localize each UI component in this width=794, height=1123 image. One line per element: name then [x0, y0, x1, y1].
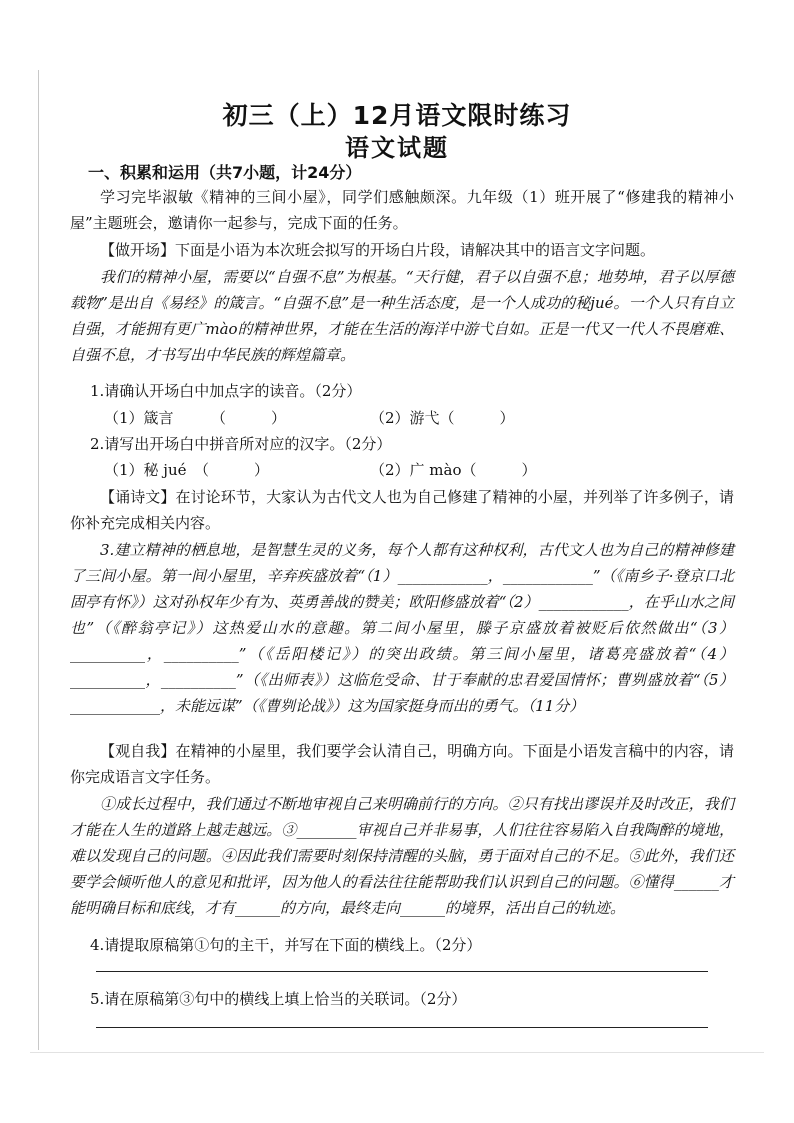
guanziwo-passage: ①成长过程中，我们通过不断地审视自己来明确前行的方向。②只有找出谬误并及时改正，我们才能在人生的道路上越走越远。③________审视自己并非易事，人们往往容易陷入自我陶醉的境地，难以发现自己的问题。④因此我们需要时刻保持清醒的头脑，勇于面对自己的不足。⑤此外，我们还要学会倾听他人的意见和批评，因为他人的看法往往能帮助我们认识到自己的问题。⑥懂得______才能明确目标和底线，才有______的方向，最终走向______的境界，活出自己的轨迹。 [70, 795, 734, 917]
question-1-item-2: （2）游弋（ ） [370, 409, 515, 427]
question-2-stem: 2.请写出开场白中拼音所对应的汉字。（2分） [90, 435, 392, 453]
question-4-stem: 4.请提取原稿第①句的主干，并写在下面的横线上。（2分） [90, 936, 482, 954]
question-2-item-2: （2）广 mào（ ） [370, 461, 537, 479]
question-1-item-1: （1）箴言 （ ） [104, 409, 287, 427]
question-1-stem: 1.请确认开场白中加点字的读音。（2分） [90, 382, 362, 400]
page-bottom-rule [30, 1052, 764, 1053]
kaichang-passage: 我们的精神小屋，需要以“自强不息”为根基。“天行健，君子以自强不息；地势坤，君子以厚德载物”是出自《易经》的箴言。“自强不息”是一种生活态度，是一个人成功的秘jué。一个人只有自立自强，才能拥有更广mào的精神世界，才能在生活的海洋中游弋自如。正是一代又一代人不畏磨难、自强不息，才书写出中华民族的辉煌篇章。 [70, 268, 734, 364]
exam-subtitle: 语文试题 [345, 134, 449, 162]
question-3: 3.建立精神的栖息地，是智慧生灵的义务，每个人都有这种权利，古代文人也为自己的精神修建了三间小屋。第一间小屋里，辛弃疾盛放着“（1）____________，____________”（《南乡子·登京口北固亭有怀》）这对孙权年少有为、英勇善战的赞美；欧阳修盛放着“（2）____________，在乎山水之间也”（《醉翁亭记》）这热爱山水的意趣。第二间小屋里，滕子京盛放着被贬后依然做出“（3）__________，__________”（《岳阳楼记》）的突出政绩。第三间小屋里，诸葛亮盛放着“（4）__________，__________”（《出师表》）这临危受命、甘于奉献的忠君爱国情怀；曹刿盛放着“（5）____________，未能远谋”（《曹刿论战》）这为国家挺身而出的勇气。（11分） [70, 541, 734, 715]
kaichang-prompt: 【做开场】下面是小语为本次班会拟写的开场白片段，请解决其中的语言文字问题。 [100, 241, 656, 259]
guanziwo-prompt: 【观自我】在精神的小屋里，我们要学会认清自己，明确方向。下面是小语发言稿中的内容，请你完成语言文字任务。 [70, 742, 734, 786]
question-4-answer-line[interactable] [96, 971, 708, 972]
question-5-answer-line[interactable] [96, 1027, 708, 1028]
question-5-stem: 5.请在原稿第③句中的横线上填上恰当的关联词。（2分） [90, 990, 467, 1008]
exam-title: 初三（上）12月语文限时练习 [222, 101, 572, 130]
section-heading: 一、积累和运用（共7小题，计24分） [88, 163, 362, 182]
scan-edge [38, 70, 39, 1050]
songshi-prompt: 【诵诗文】在讨论环节，大家认为古代文人也为自己修建了精神的小屋，并列举了许多例子，请你补充完成相关内容。 [70, 488, 734, 532]
question-2-item-1: （1）秘 jué （ ） [104, 461, 270, 479]
intro-paragraph: 学习完毕淑敏《精神的三间小屋》，同学们感触颇深。九年级（1）班开展了“修建我的精神小屋”主题班会，邀请你一起参与，完成下面的任务。 [70, 188, 734, 232]
